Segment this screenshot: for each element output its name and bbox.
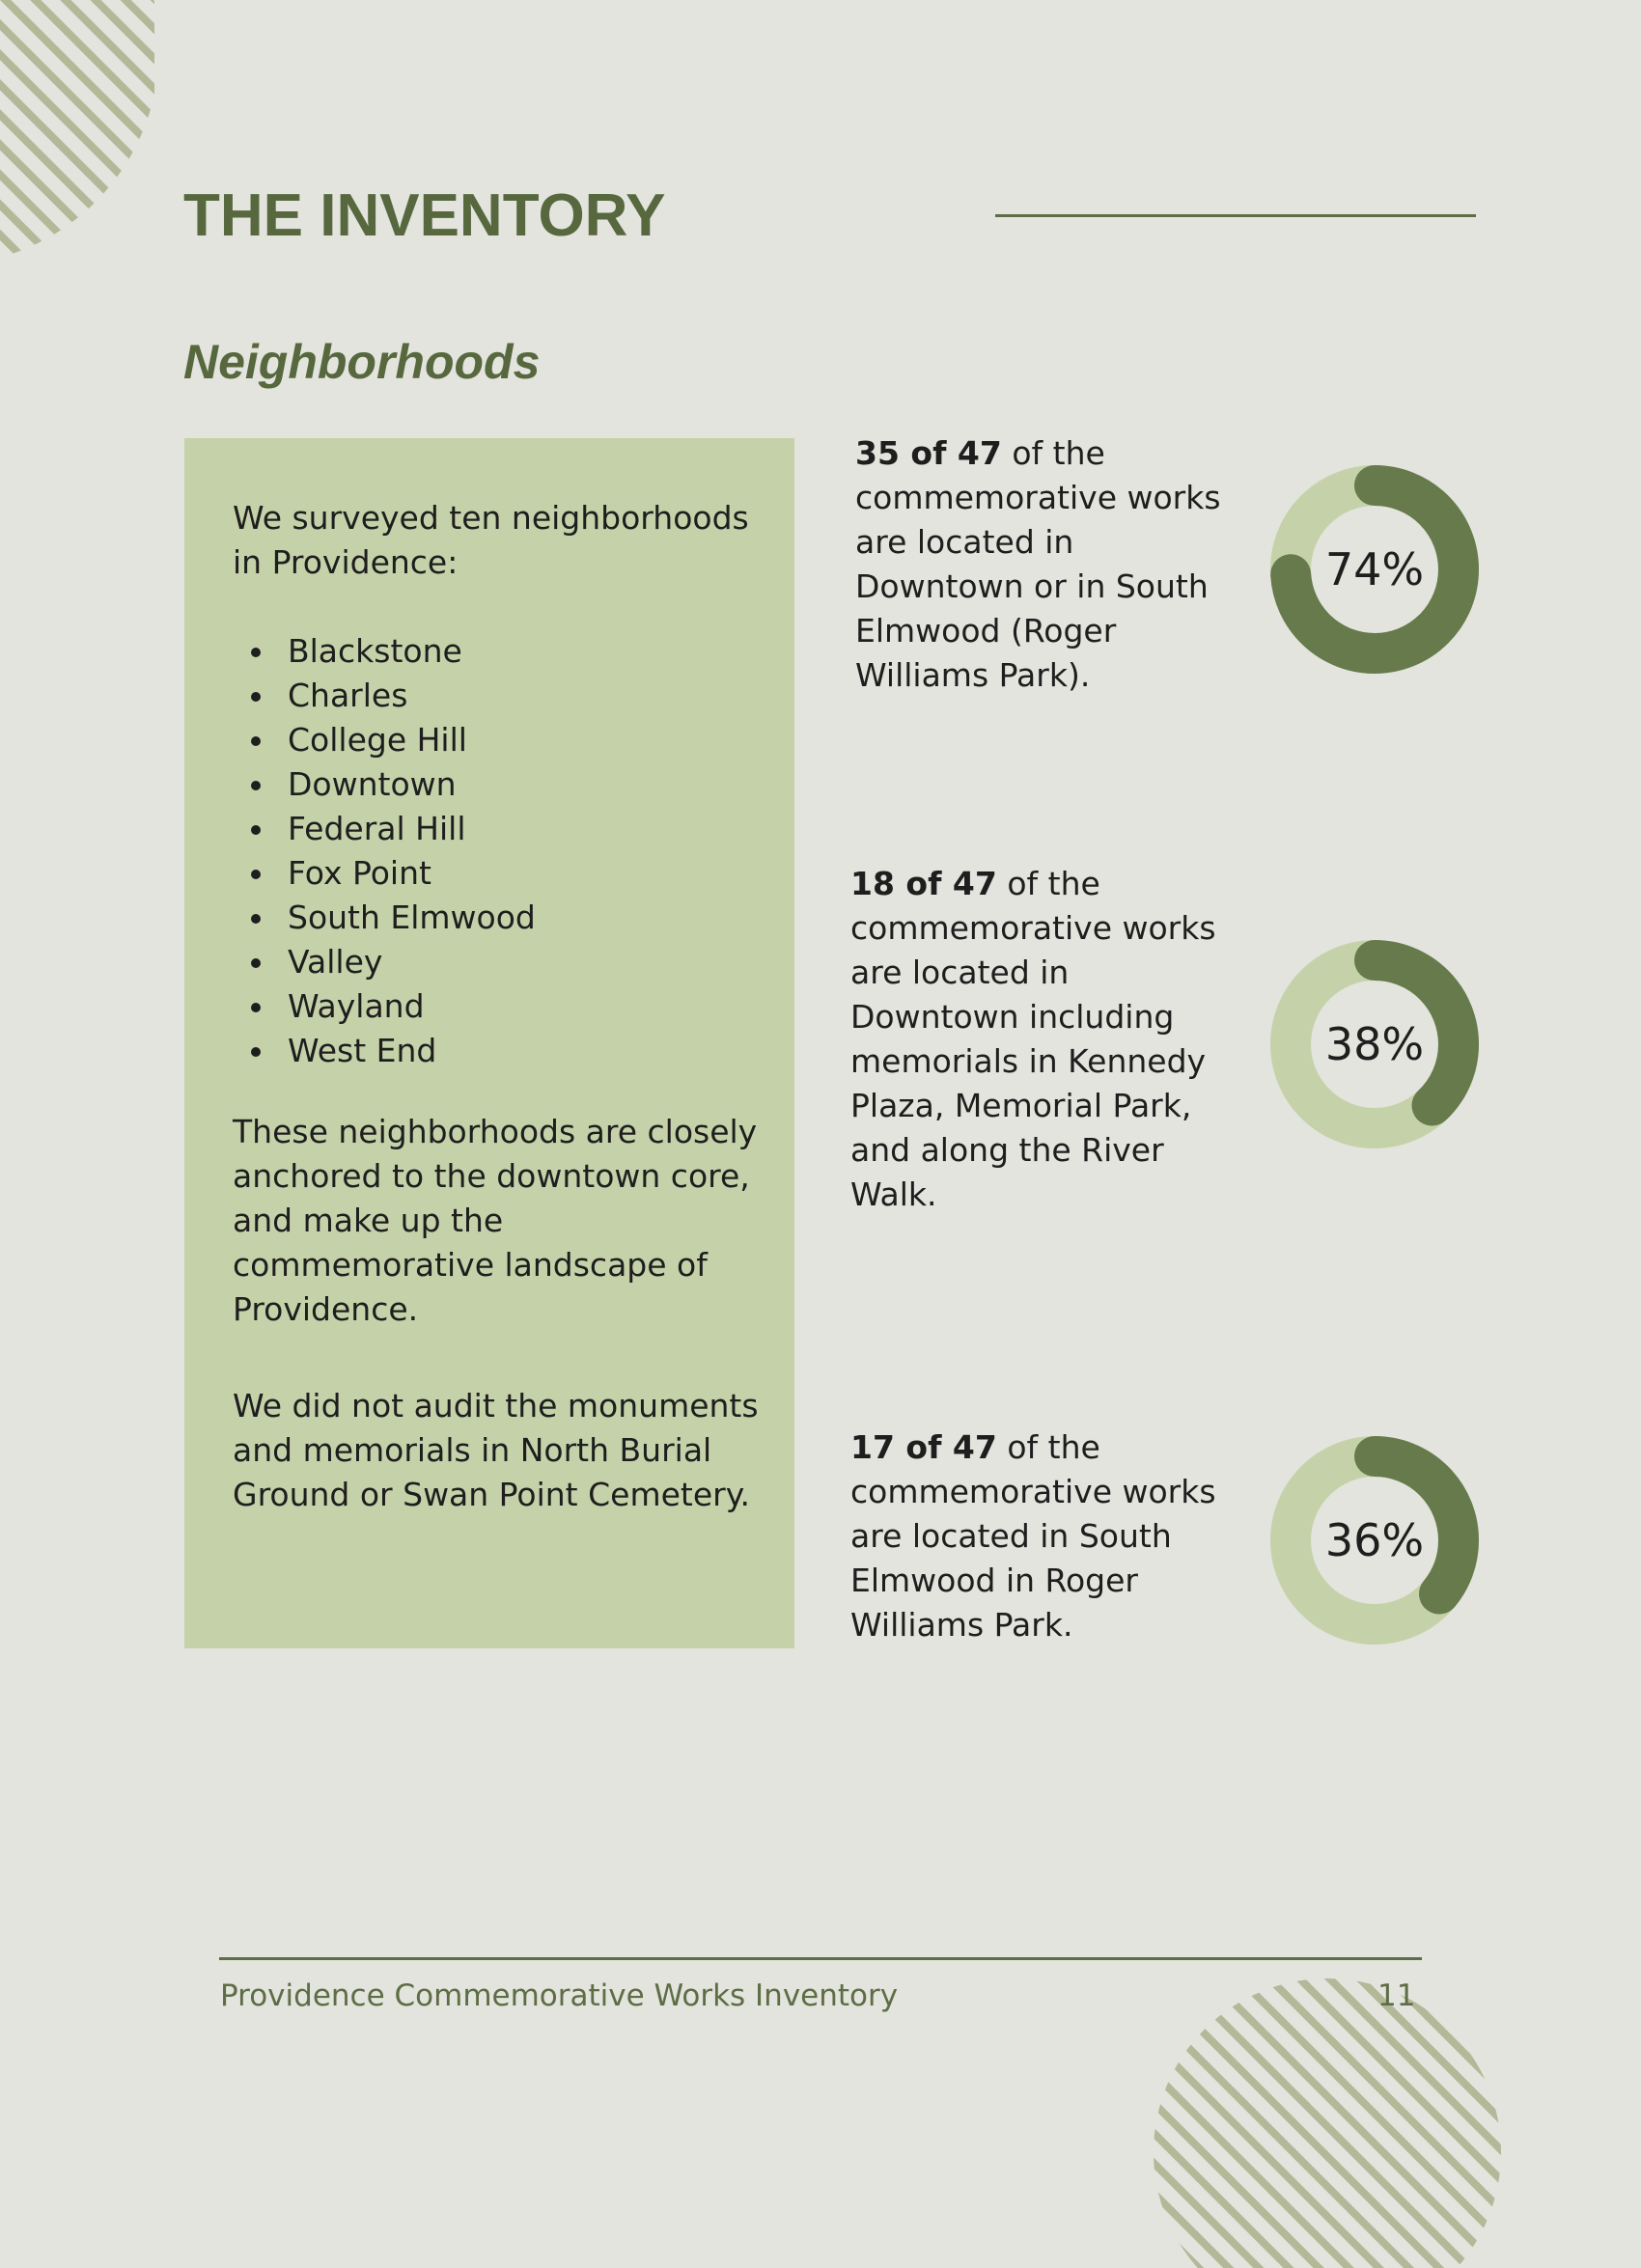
footer-divider xyxy=(219,1957,1422,1960)
stat-text xyxy=(855,431,1241,698)
list-item: Charles xyxy=(233,674,536,718)
page-title: THE INVENTORY xyxy=(183,182,666,249)
donut-label: 74% xyxy=(1324,543,1425,595)
donut-chart xyxy=(1270,940,1479,1148)
list-item: Valley xyxy=(233,940,536,984)
donut-chart xyxy=(1270,465,1479,674)
donut-chart xyxy=(1270,1436,1479,1645)
list-item: South Elmwood xyxy=(233,896,536,940)
stat-count: 35 of 47 xyxy=(855,434,1002,472)
list-item: Downtown xyxy=(233,762,536,807)
panel-intro: We surveyed ten neighborhoods in Providence: xyxy=(233,499,749,581)
striped-circle-decoration xyxy=(0,0,154,309)
stat-description: of the commemorative works are located in Downtown or in South Elmwood (Roger Williams Park). xyxy=(855,434,1221,694)
section-subtitle: Neighborhoods xyxy=(183,335,541,389)
donut-label: 38% xyxy=(1324,1018,1425,1070)
footer-title: Providence Commemorative Works Inventory xyxy=(220,1978,899,2013)
striped-circle-decoration xyxy=(1144,1978,1530,2268)
stat-text xyxy=(850,1425,1237,1647)
panel-paragraph: These neighborhoods are closely anchored to the downtown core, and make up the commemorative landscape of Providence. xyxy=(233,1113,758,1328)
neighborhoods-panel xyxy=(184,438,794,1648)
list-item: College Hill xyxy=(233,718,536,762)
list-item: Fox Point xyxy=(233,851,536,896)
stat-description: of the commemorative works are located in South Elmwood in Roger Williams Park. xyxy=(850,1428,1216,1644)
stat-text xyxy=(850,862,1237,1217)
stat-count: 17 of 47 xyxy=(850,1428,997,1466)
list-item: West End xyxy=(233,1029,536,1073)
list-item: Federal Hill xyxy=(233,807,536,851)
stat-count: 18 of 47 xyxy=(850,865,997,902)
stat-description: of the commemorative works are located in Downtown including memorials in Kennedy Plaza, Memorial Park, and along the River Walk. xyxy=(850,865,1216,1213)
list-item: Blackstone xyxy=(233,629,536,674)
donut-label: 36% xyxy=(1324,1514,1425,1566)
neighborhood-list xyxy=(233,629,536,1073)
panel-paragraph: We did not audit the monuments and memorials in North Burial Ground or Swan Point Cemetery. xyxy=(233,1387,759,1513)
page-number: 11 xyxy=(1377,1978,1416,2013)
list-item: Wayland xyxy=(233,984,536,1029)
title-divider xyxy=(995,214,1476,217)
